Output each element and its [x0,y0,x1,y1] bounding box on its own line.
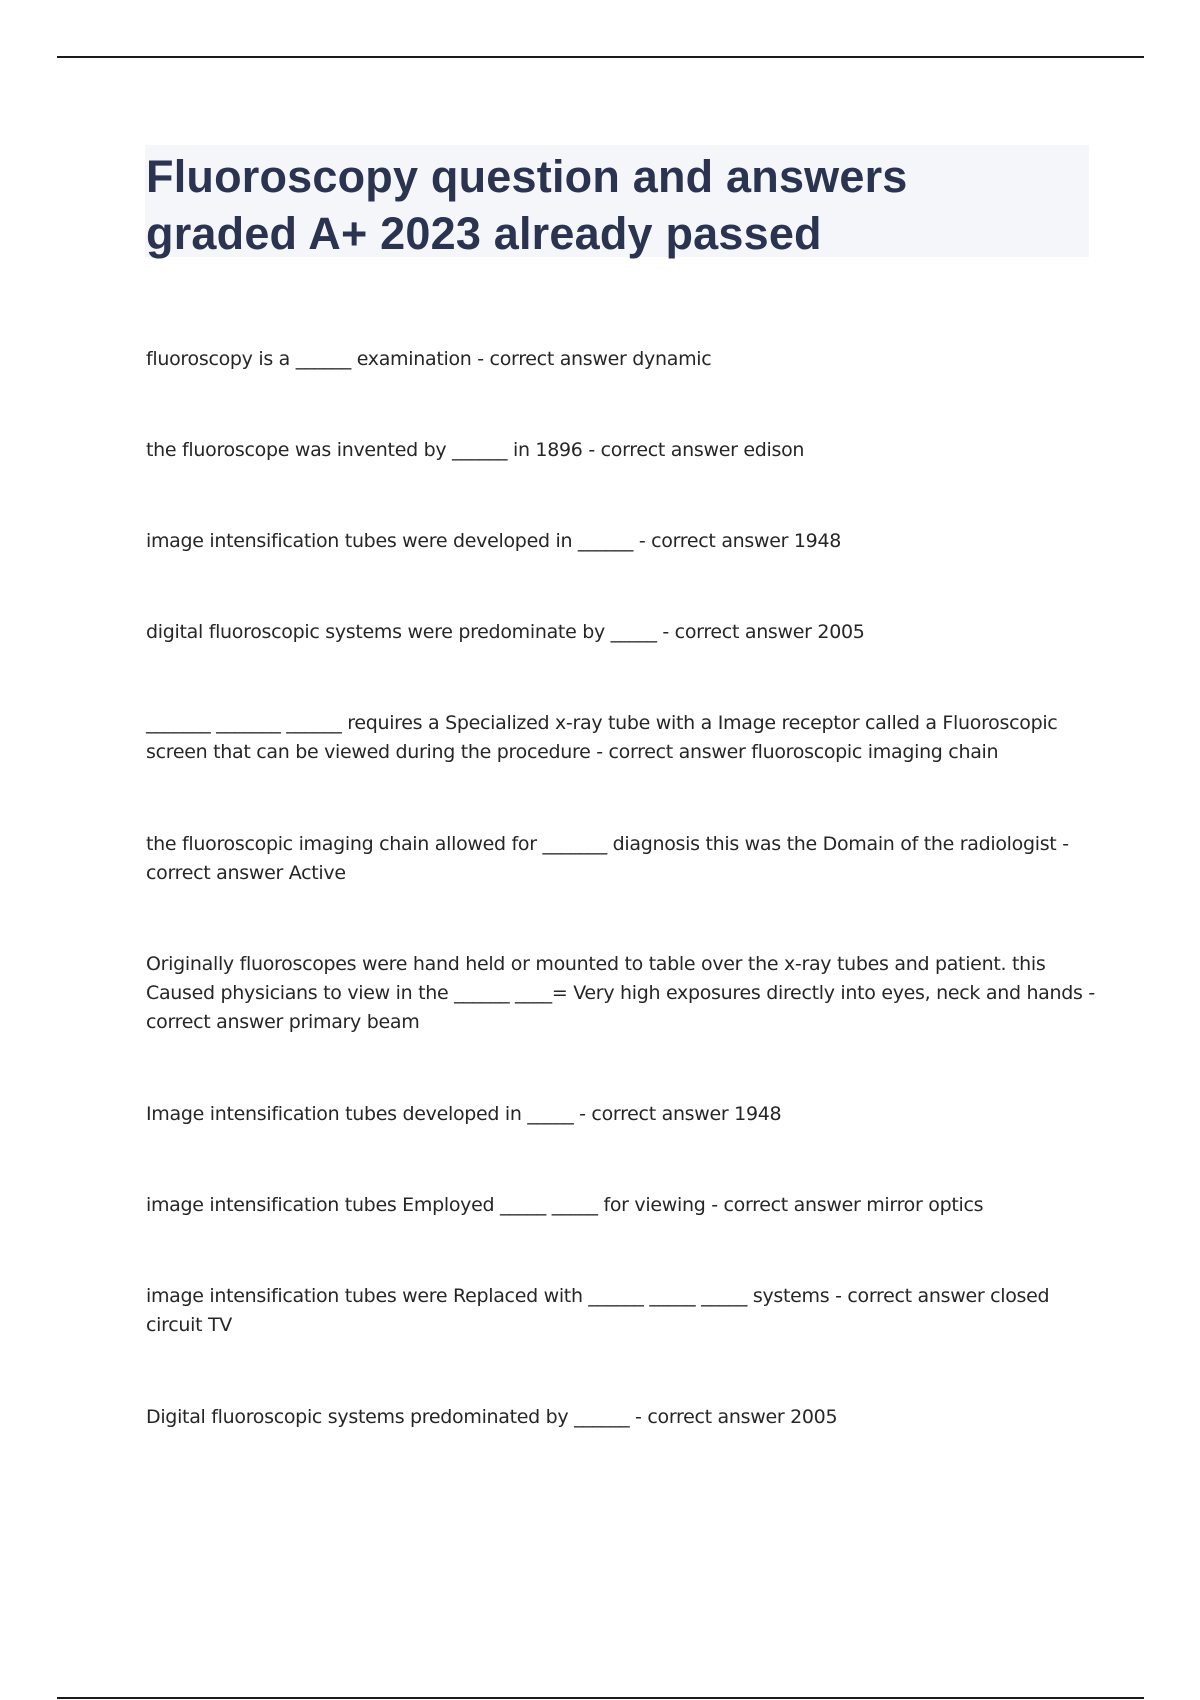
qa-item: image intensification tubes Employed _____ _____ for viewing - correct answer mirror optics [146,1194,984,1216]
qa-item: _______ _______ ______ requires a Specialized x-ray tube with a Image receptor called a Fluoroscopic screen that can be viewed during the procedure - correct answer fluoroscopic imaging chain [146,712,1058,763]
qa-item: digital fluoroscopic systems were predominate by _____ - correct answer 2005 [146,621,865,643]
top-rule [57,56,1144,58]
title-line-1: Fluoroscopy question and answers [146,151,908,202]
qa-item: Originally fluoroscopes were hand held or mounted to table over the x-ray tubes and patient. this Caused physicians to view in the ______ ____= Very high exposures directly into eyes, neck and hands - correct answer primary beam [146,953,1095,1033]
bottom-rule [57,1697,1144,1699]
qa-item: image intensification tubes were Replaced with ______ _____ _____ systems - correct answer closed circuit TV [146,1285,1050,1336]
qa-item: fluoroscopy is a ______ examination - correct answer dynamic [146,348,712,370]
qa-item: image intensification tubes were developed in ______ - correct answer 1948 [146,530,842,552]
qa-item: the fluoroscope was invented by ______ in 1896 - correct answer edison [146,439,805,461]
title-line-2: graded A+ 2023 already passed [146,208,822,259]
page-title [146,148,1086,262]
qa-item: the fluoroscopic imaging chain allowed for _______ diagnosis this was the Domain of the radiologist - correct answer Active [146,833,1069,884]
qa-item: Image intensification tubes developed in _____ - correct answer 1948 [146,1103,782,1125]
qa-item: Digital fluoroscopic systems predominated by ______ - correct answer 2005 [146,1406,838,1428]
